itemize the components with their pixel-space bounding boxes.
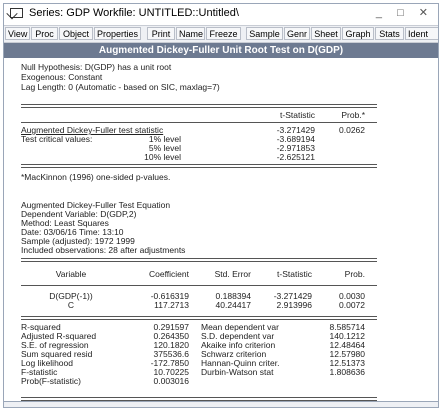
toolbar-genr-button[interactable]: Genr: [284, 27, 310, 40]
stat-value: 140.1212: [329, 331, 365, 341]
coef-variable: C: [67, 300, 75, 310]
coef-header: Std. Error: [214, 269, 251, 279]
crit-level: 5% level: [148, 143, 181, 153]
equation-line: Included observations: 28 after adjustments: [21, 245, 186, 255]
window-controls[interactable]: _ □ ✕: [375, 7, 434, 19]
toolbar-properties-button[interactable]: Properties: [94, 27, 141, 40]
stat-label: Durbin-Watson stat: [201, 367, 274, 377]
lag-length-line: Lag Length: 0 (Automatic - based on SIC, maxlag=7): [21, 82, 220, 92]
stat-value: 0.291597: [153, 322, 189, 332]
coef-prob: 0.0072: [339, 300, 365, 310]
stat-value: 120.1820: [153, 340, 189, 350]
toolbar-print-button[interactable]: Print: [147, 27, 175, 40]
adf-stat-value: -3.271429: [276, 125, 315, 135]
stat-value: 375536.6: [153, 349, 189, 359]
stat-label: Prob(F-statistic): [21, 376, 81, 386]
stat-label: Adjusted R-squared: [21, 331, 97, 341]
mackinnon-footnote: *MacKinnon (1996) one-sided p-values.: [21, 172, 171, 182]
coef-tstat: -3.271429: [273, 291, 312, 301]
stat-value: 10.70225: [153, 367, 189, 377]
window-bottom-border: [4, 401, 438, 407]
toolbar-graph-button[interactable]: Graph: [342, 27, 374, 40]
crit-value: -3.689194: [276, 134, 315, 144]
toolbar-freeze-button[interactable]: Freeze: [206, 27, 241, 40]
adf-stat-label: Augmented Dickey-Fuller test statistic: [21, 125, 164, 135]
adf-col-prob: Prob.*: [341, 110, 365, 120]
toolbar-view-button[interactable]: View: [5, 27, 30, 40]
table-rule: [21, 316, 377, 320]
stat-label: Mean dependent var: [201, 322, 279, 332]
coef-header: t-Statistic: [277, 269, 312, 279]
stat-value: 0.003016: [153, 376, 189, 386]
crit-level: 10% level: [144, 152, 181, 162]
null-hypothesis: Null Hypothesis: D(GDP) has a unit root: [21, 62, 172, 72]
stat-label: Schwarz criterion: [201, 349, 267, 359]
stat-label: Sum squared resid: [21, 349, 93, 359]
equation-line: Sample (adjusted): 1972 1999: [21, 236, 135, 246]
toolbar-name-button[interactable]: Name: [176, 27, 205, 40]
coef-value: -0.616319: [150, 291, 189, 301]
coef-tstat: 2.913996: [276, 300, 312, 310]
output-header: Augmented Dickey-Fuller Unit Root Test on D(GDP): [4, 43, 438, 58]
stat-label: R-squared: [21, 322, 61, 332]
stat-value: 12.57980: [329, 349, 365, 359]
toolbar-ident-button[interactable]: Ident: [405, 27, 439, 40]
stat-value: -172.7850: [150, 358, 189, 368]
stat-label: Hannan-Quinn criter.: [201, 358, 280, 368]
table-rule: [21, 122, 377, 123]
series-window-icon: [10, 8, 23, 18]
toolbar-proc-button[interactable]: Proc: [31, 27, 58, 40]
toolbar-sample-button[interactable]: Sample: [246, 27, 283, 40]
coef-header: Prob.: [344, 269, 365, 279]
stat-value: 8.585714: [329, 322, 365, 332]
stat-label: Log likelihood: [21, 358, 73, 368]
stat-label: Akaike info criterion: [201, 340, 276, 350]
eviews-series-window: [3, 3, 439, 408]
coef-variable: D(GDP(-1)): [49, 291, 93, 301]
coef-header: Coefficient: [148, 269, 189, 279]
stat-value: 0.264350: [153, 331, 189, 341]
stat-label: S.D. dependent var: [201, 331, 275, 341]
coef-stderr: 40.24417: [215, 300, 251, 310]
stat-value: 12.48464: [329, 340, 365, 350]
stat-value: 1.808636: [329, 367, 365, 377]
table-rule: [21, 164, 377, 168]
window-title: Series: GDP Workfile: UNTITLED::Untitled\: [29, 7, 239, 19]
coef-value: 117.2713: [154, 300, 189, 310]
toolbar-stats-button[interactable]: Stats: [375, 27, 404, 40]
equation-line: Method: Least Squares: [21, 218, 109, 228]
crit-value: -2.625121: [276, 152, 315, 162]
adf-stat-prob: 0.0262: [339, 125, 365, 135]
toolbar-sheet-button[interactable]: Sheet: [311, 27, 341, 40]
adf-col-tstat: t-Statistic: [280, 110, 315, 120]
title-bar[interactable]: [4, 4, 438, 24]
stat-label: F-statistic: [21, 367, 58, 377]
coef-header: Variable: [55, 269, 87, 279]
stat-value: 12.51373: [329, 358, 365, 368]
exogenous-line: Exogenous: Constant: [21, 72, 103, 82]
equation-line: Augmented Dickey-Fuller Test Equation: [21, 200, 171, 210]
coef-prob: 0.0030: [339, 291, 365, 301]
stat-label: S.E. of regression: [21, 340, 89, 350]
toolbar-object-button[interactable]: Object: [59, 27, 93, 40]
equation-line: Date: 03/06/16 Time: 13:10: [21, 227, 124, 237]
table-rule: [21, 285, 377, 286]
crit-value: -2.971853: [276, 143, 315, 153]
table-rule: [21, 258, 377, 262]
table-rule: [21, 104, 377, 108]
equation-line: Dependent Variable: D(GDP,2): [21, 209, 137, 219]
crit-label: Test critical values:: [21, 134, 93, 144]
crit-level: 1% level: [148, 134, 181, 144]
coef-stderr: 0.188394: [215, 291, 251, 301]
toolbar: [4, 25, 438, 43]
